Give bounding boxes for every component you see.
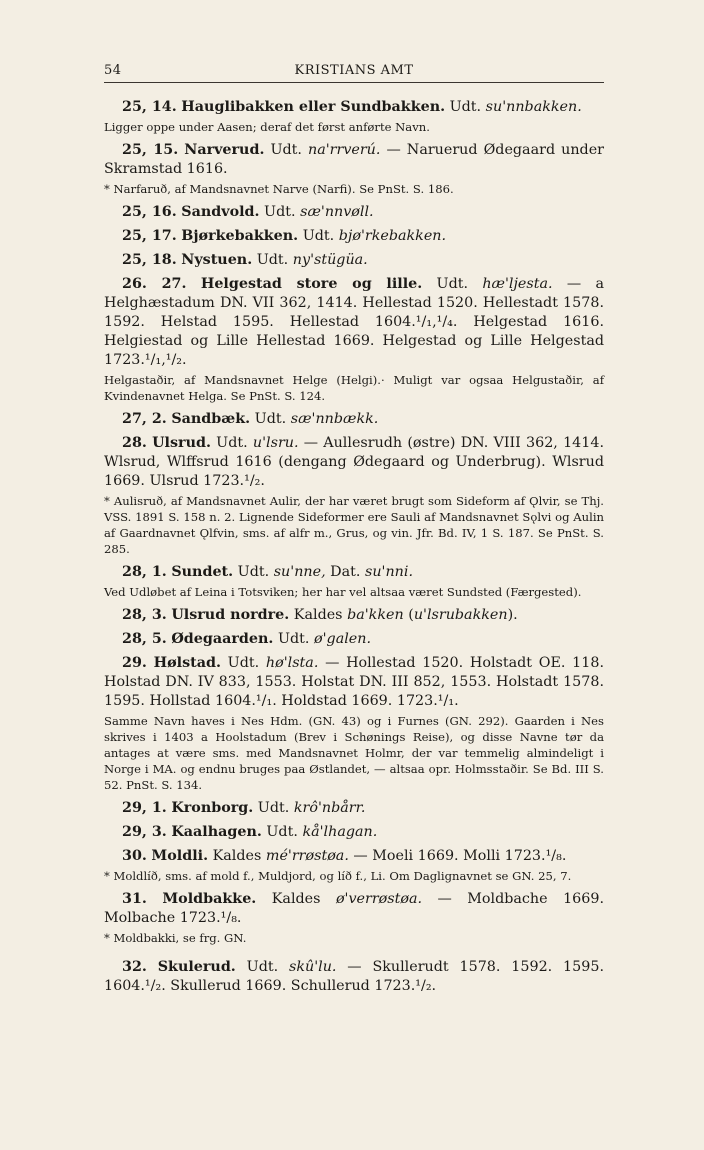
entry-32: 32. Skulerud. Udt. skû'lu. — Skullerudt 1578. 1592. 1595. 1604.¹/₂. Skullerud 1669. Schullerud 1723.¹/₂. [104,959,604,994]
entry-27-2: 27, 2. Sandbæk. Udt. sæ'nnbækk. [122,411,379,427]
entry-26-27: 26. 27. Helgestad store og lille. Udt. hæ'ljesta. — a Helghæstadum DN. VII 362, 1414. Hellestad 1520. Hellestadt 1578. 1592. Helstad 1595. Hellestad 1604.¹/₁,¹/₄. Helgestad 1616. Helgiestad og Lille Hellestad 1669. Helgestad og Lille Helgestad 1723.¹/₁,¹/₂. [104,276,604,368]
entry-28: 28. Ulsrud. Udt. u'lsru. — Aullesrudh (østre) DN. VIII 362, 1414. Wlsrud, Wlffsrud 1616 (dengang Ødegaard og Underbrug). Wlsrud 1669. Ulsrud 1723.¹/₂. [104,435,604,489]
entry-25-17: 25, 17. Bjørkebakken. Udt. bjø'rkebakken. [122,228,447,244]
note-31: * Moldbakki, se frg. GN. [104,931,247,945]
header-rule [104,82,604,83]
entry-28-3: 28, 3. Ulsrud nordre. Kaldes ba'kken (u'lsrubakken). [122,607,518,623]
note-25-14: Ligger oppe under Aasen; deraf det først anførte Navn. [104,120,430,134]
note-25-15: * Narfaruð, af Mandsnavnet Narve (Narfi). Se PnSt. S. 186. [104,182,454,196]
note-26-27: Helgastaðir, af Mandsnavnet Helge (Helgi).· Muligt var ogsaa Helgustaðir, af Kvindenavnet Helga. Se PnSt. S. 124. [104,373,604,403]
page-header [104,63,604,81]
running-head: KRISTIANS AMT [294,63,414,78]
note-28: * Aulisruð, af Mandsnavnet Aulir, der har været brugt som Sideform af Ǫlvir, se Thj. VSS. 1891 S. 158 n. 2. Lignende Sideformer ere Sauli af Mandsnavnet Sǫlvi og Aulin af Gaardnavnet Ǫlfvin, sms. af alfr m., Grus, og vin. Jfr. Bd. IV, 1 S. 187. Se PnSt. S. 285. [104,494,604,556]
entry-25-15: 25, 15. Narverud. Udt. na'rrverú. — Naruerud Ødegaard under Skramstad 1616. [104,142,604,177]
entry-25-16: 25, 16. Sandvold. Udt. sæ'nnvøll. [122,204,374,220]
note-28-1: Ved Udløbet af Leina i Totsviken; her har vel altsaa været Sundsted (Færgested). [104,585,582,599]
note-29: Samme Navn haves i Nes Hdm. (GN. 43) og i Furnes (GN. 292). Gaarden i Nes skrives i 1403 a Hoolstadum (Brev i Schønings Reise), og disse Navne tør da antages at være sms. med Mandsnavnet Holmr, der var temmelig almindeligt i Norge i MA. og endnu bruges paa Østlandet, — altsaa opr. Holmsstaðir. Se Bd. III S. 52. PnSt. S. 134. [104,714,604,792]
entry-29: 29. Hølstad. Udt. hø'lsta. — Hollestad 1520. Holstadt OE. 118. Holstad DN. IV 833, 1553. Holstat DN. III 852, 1553. Holstadt 1578. 1595. Hollstad 1604.¹/₁. Holdstad 1669. 1723.¹/₁. [104,655,604,709]
entry-31: 31. Moldbakke. Kaldes ø'verrøstøa. — Moldbache 1669. Molbache 1723.¹/₈. [104,891,604,926]
entry-29-3: 29, 3. Kaalhagen. Udt. kå'lhagan. [122,824,378,840]
entry-25-18: 25, 18. Nystuen. Udt. ny'stügüa. [122,252,368,268]
entry-28-5: 28, 5. Ødegaarden. Udt. ø'galen. [122,631,371,647]
entry-28-1: 28, 1. Sundet. Udt. su'nne, Dat. su'nni. [122,564,414,580]
entry-30: 30. Moldli. Kaldes mé'rrøstøa. — Moeli 1669. Molli 1723.¹/₈. [122,848,567,864]
page-number: 54 [104,63,122,78]
entries-list [104,98,604,1001]
entry-29-1: 29, 1. Kronborg. Udt. krô'nbårr. [122,800,366,816]
entry-25-14: 25, 14. Hauglibakken eller Sundbakken. Udt. su'nnbakken. [122,99,582,115]
note-30: * Moldlíð, sms. af mold f., Muldjord, og líð f., Li. Om Daglignavnet se GN. 25, 7. [104,869,572,883]
